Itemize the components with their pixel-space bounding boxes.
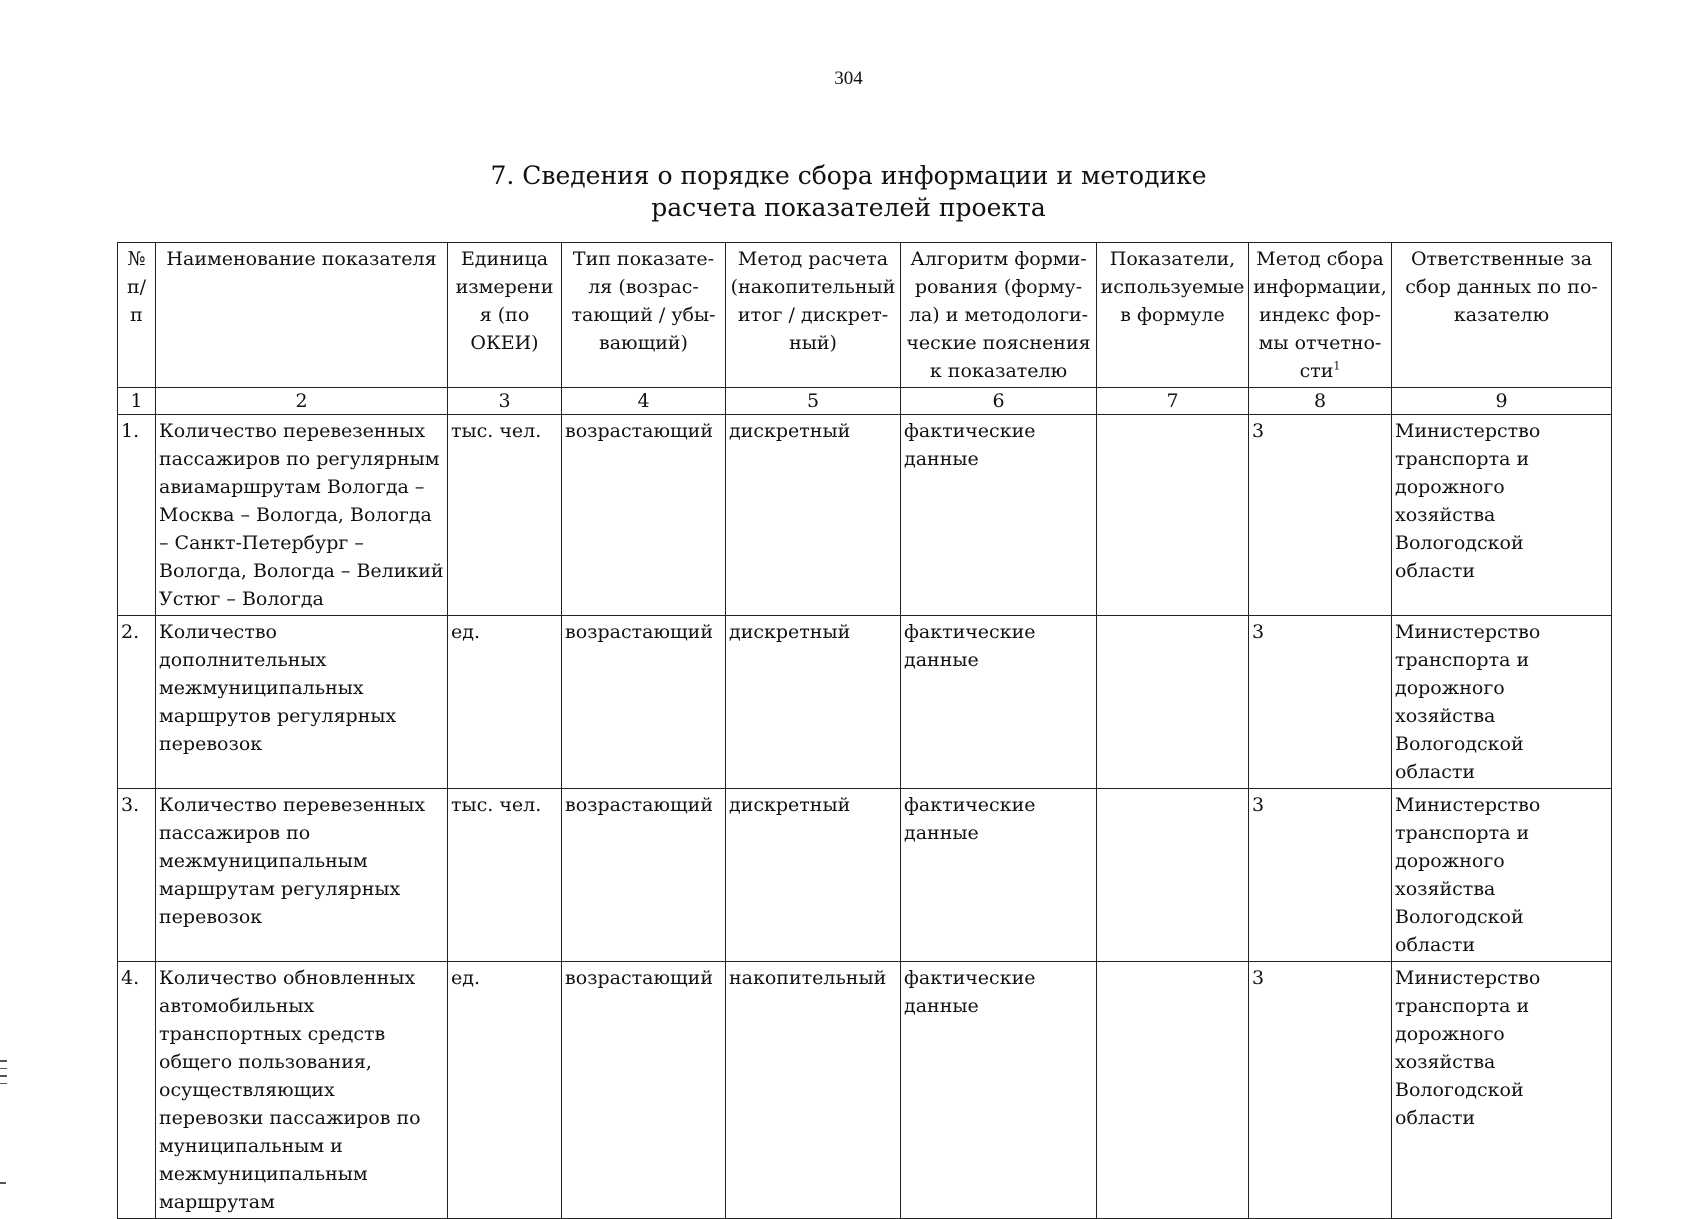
column-number: 7 bbox=[1097, 388, 1249, 415]
column-number: 1 bbox=[118, 388, 156, 415]
indicator-name: Количество обновленных автомобильных транспортных средств общего пользования, осуществляющих перевозки пассажиров по муниципальным и межмуниципальным маршрутам bbox=[156, 962, 448, 1219]
collection-method: 3 bbox=[1249, 789, 1392, 962]
column-number-row bbox=[118, 388, 1612, 415]
table-row bbox=[118, 415, 1612, 616]
calc-method: накопительный bbox=[726, 962, 901, 1219]
unit: ед. bbox=[448, 962, 562, 1219]
collection-method: 3 bbox=[1249, 616, 1392, 789]
unit: тыс. чел. bbox=[448, 415, 562, 616]
scan-edge-marks bbox=[0, 1060, 8, 1090]
calc-method: дискретный bbox=[726, 789, 901, 962]
row-num: 4. bbox=[118, 962, 156, 1219]
header-collection-text: Метод сбора информации, индекс фор-мы отчетно-сти bbox=[1253, 248, 1387, 382]
row-num: 1. bbox=[118, 415, 156, 616]
header-algorithm: Алгоритм форми-рования (форму-ла) и методологи-ческие пояснения к показателю bbox=[901, 243, 1097, 388]
header-name: Наименование показателя bbox=[156, 243, 448, 388]
row-num: 2. bbox=[118, 616, 156, 789]
section-title bbox=[0, 160, 1697, 224]
column-number: 3 bbox=[448, 388, 562, 415]
algorithm: фактические данные bbox=[901, 962, 1097, 1219]
calc-method: дискретный bbox=[726, 616, 901, 789]
header-indicators: Показатели, используемые в формуле bbox=[1097, 243, 1249, 388]
responsible: Министерство транспорта и дорожного хозяйства Вологодской области bbox=[1392, 415, 1612, 616]
table-header-row bbox=[118, 243, 1612, 388]
indicator-type: возрастающий bbox=[562, 789, 726, 962]
header-unit: Единица измерения (по ОКЕИ) bbox=[448, 243, 562, 388]
footnote-mark: 1 bbox=[1333, 359, 1341, 373]
algorithm: фактические данные bbox=[901, 789, 1097, 962]
indicator-type: возрастающий bbox=[562, 415, 726, 616]
header-method: Метод расчета (накопительный итог / дискрет-ный) bbox=[726, 243, 901, 388]
indicator-name: Количество перевезенных пассажиров по межмуниципальным маршрутам регулярных перевозок bbox=[156, 789, 448, 962]
unit: ед. bbox=[448, 616, 562, 789]
header-type: Тип показате-ля (возрас-тающий / убы-вающий) bbox=[562, 243, 726, 388]
indicators-table bbox=[117, 242, 1612, 1219]
responsible: Министерство транспорта и дорожного хозяйства Вологодской области bbox=[1392, 962, 1612, 1219]
table-row bbox=[118, 962, 1612, 1219]
indicator-type: возрастающий bbox=[562, 616, 726, 789]
column-number: 5 bbox=[726, 388, 901, 415]
column-number: 6 bbox=[901, 388, 1097, 415]
page-number: 304 bbox=[834, 68, 863, 89]
header-collection bbox=[1249, 243, 1392, 388]
table-row bbox=[118, 616, 1612, 789]
algorithm: фактические данные bbox=[901, 415, 1097, 616]
indicator-type: возрастающий bbox=[562, 962, 726, 1219]
indicator-name: Количество перевезенных пассажиров по регулярным авиамаршрутам Вологда – Москва – Вологда, Вологда – Санкт-Петербург – Вологда, Вологда – Великий Устюг – Вологда bbox=[156, 415, 448, 616]
formula-indicators bbox=[1097, 616, 1249, 789]
collection-method: 3 bbox=[1249, 962, 1392, 1219]
scan-edge-dash bbox=[0, 1182, 6, 1184]
header-num: № п/п bbox=[118, 243, 156, 388]
unit: тыс. чел. bbox=[448, 789, 562, 962]
formula-indicators bbox=[1097, 415, 1249, 616]
column-number: 9 bbox=[1392, 388, 1612, 415]
column-number: 2 bbox=[156, 388, 448, 415]
column-number: 4 bbox=[562, 388, 726, 415]
table-row bbox=[118, 789, 1612, 962]
responsible: Министерство транспорта и дорожного хозяйства Вологодской области bbox=[1392, 616, 1612, 789]
header-responsible: Ответственные за сбор данных по по-казателю bbox=[1392, 243, 1612, 388]
column-number: 8 bbox=[1249, 388, 1392, 415]
indicator-name: Количество дополнительных межмуниципальных маршрутов регулярных перевозок bbox=[156, 616, 448, 789]
responsible: Министерство транспорта и дорожного хозяйства Вологодской области bbox=[1392, 789, 1612, 962]
row-num: 3. bbox=[118, 789, 156, 962]
section-title-line1: 7. Сведения о порядке сбора информации и методике bbox=[490, 161, 1207, 190]
formula-indicators bbox=[1097, 962, 1249, 1219]
calc-method: дискретный bbox=[726, 415, 901, 616]
collection-method: 3 bbox=[1249, 415, 1392, 616]
section-title-line2: расчета показателей проекта bbox=[651, 193, 1046, 222]
algorithm: фактические данные bbox=[901, 616, 1097, 789]
formula-indicators bbox=[1097, 789, 1249, 962]
